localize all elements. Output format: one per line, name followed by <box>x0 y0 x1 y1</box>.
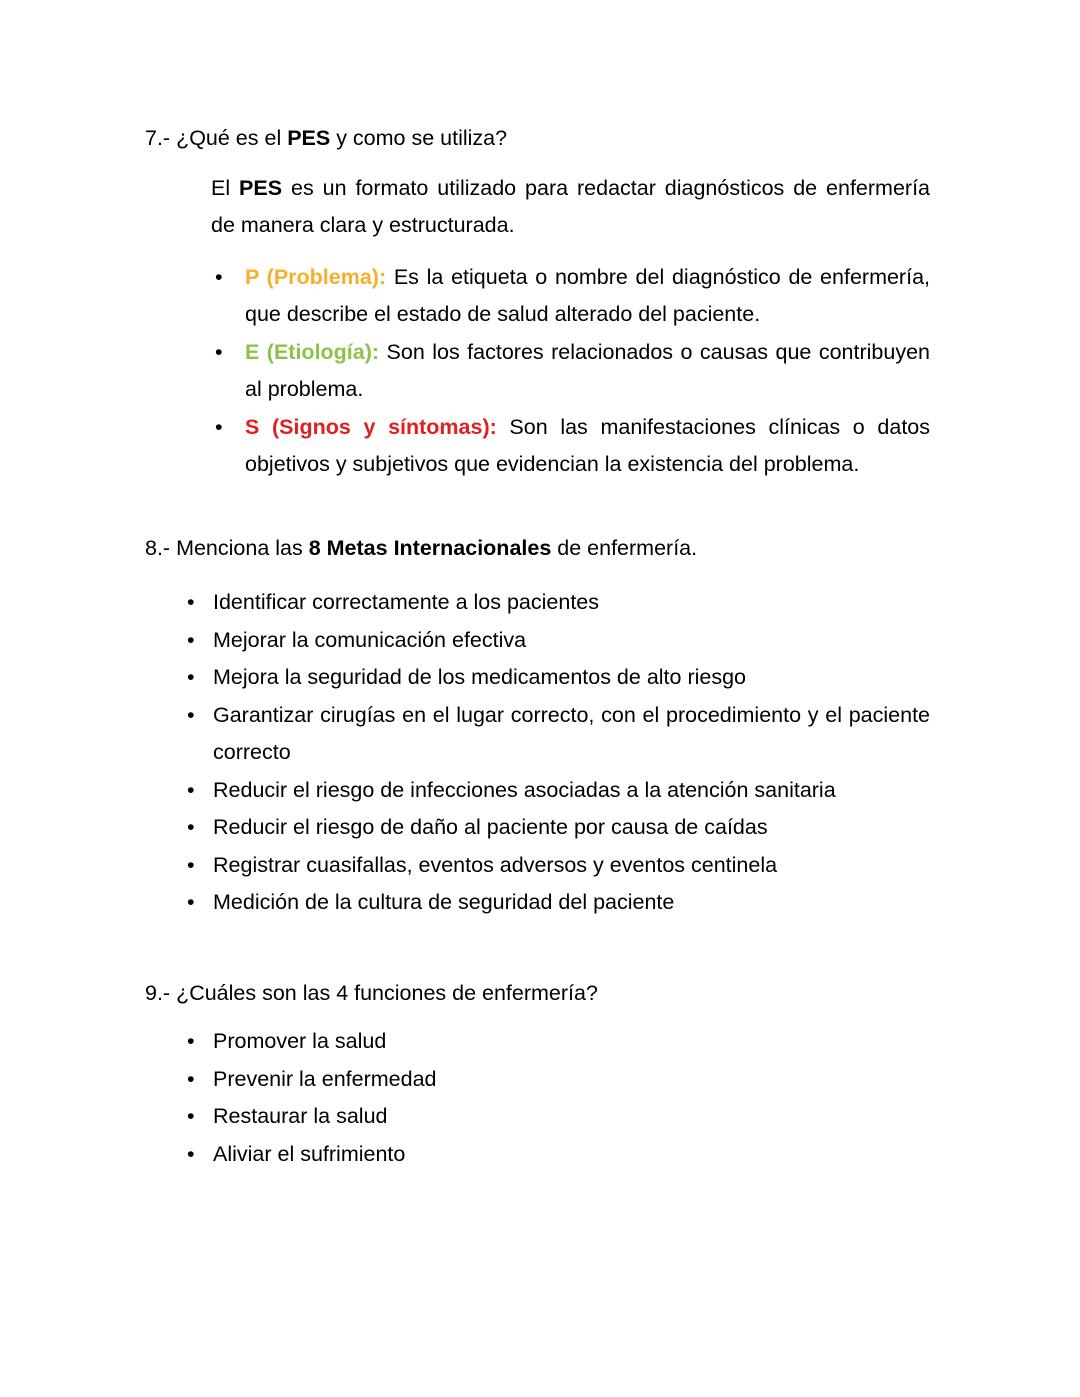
meta-item-2: • Mejorar la comunicación efectiva <box>213 622 930 660</box>
funcion-item-4: • Aliviar el sufrimiento <box>213 1136 930 1174</box>
q7-intro-bold: PES <box>239 175 283 200</box>
question-7-text-bold: PES <box>287 126 331 150</box>
pes-text-problema: Es la etiqueta o nombre del diagnóstico de enfermería, que describe el estado de salud alterado del paciente. <box>245 264 930 326</box>
meta-item-8: • Medición de la cultura de seguridad del paciente <box>213 884 930 922</box>
pes-lead-signos: S (Signos y síntomas): <box>245 414 497 439</box>
pes-item-signos <box>245 409 930 484</box>
question-8-text-post: de enfermería. <box>551 535 698 560</box>
meta-item-4: • Garantizar cirugías en el lugar correcto, con el procedimiento y el paciente correcto <box>213 697 930 772</box>
q7-intro-post: es un formato utilizado para redactar diagnósticos de enfermería de manera clara y estructurada. <box>211 175 931 237</box>
question-7-text-pre: 7.- ¿Qué es el <box>145 126 288 150</box>
funciones-bullet-list <box>145 1023 930 1173</box>
meta-item-3: • Mejora la seguridad de los medicamentos de alto riesgo <box>213 659 930 697</box>
metas-bullet-list <box>145 584 930 922</box>
q7-intro-paragraph <box>211 170 930 245</box>
meta-item-6: • Reducir el riesgo de daño al paciente por causa de caídas <box>213 809 930 847</box>
funcion-item-1: • Promover la salud <box>213 1023 930 1061</box>
meta-item-1: • Identificar correctamente a los pacientes <box>213 584 930 622</box>
pes-bullet-list <box>145 259 930 484</box>
pes-item-etiologia <box>245 334 930 409</box>
question-8-heading <box>145 530 930 568</box>
funcion-item-3: • Restaurar la salud <box>213 1098 930 1136</box>
pes-lead-problema: P (Problema): <box>245 264 387 289</box>
funcion-item-2: • Prevenir la enfermedad <box>213 1061 930 1099</box>
pes-text-etiologia: Son los factores relacionados o causas que contribuyen al problema. <box>245 339 930 401</box>
question-8-text-bold: 8 Metas Internacionales <box>308 535 552 560</box>
question-7-heading <box>145 120 930 158</box>
q7-intro-pre: El <box>211 175 240 200</box>
question-7-text-post: y como se utiliza? <box>330 126 508 150</box>
pes-item-problema <box>245 259 930 334</box>
pes-lead-etiologia: E (Etiología): <box>245 339 380 364</box>
meta-item-7: • Registrar cuasifallas, eventos adversos y eventos centinela <box>213 847 930 885</box>
pes-text-signos: Son las manifestaciones clínicas o datos objetivos y subjetivos que evidencian la existencia del problema. <box>245 414 930 476</box>
question-9-heading: 9.- ¿Cuáles son las 4 funciones de enfermería? <box>145 980 598 1005</box>
question-8-text-pre: 8.- Menciona las <box>145 535 309 560</box>
meta-item-5: • Reducir el riesgo de infecciones asociadas a la atención sanitaria <box>213 772 930 810</box>
